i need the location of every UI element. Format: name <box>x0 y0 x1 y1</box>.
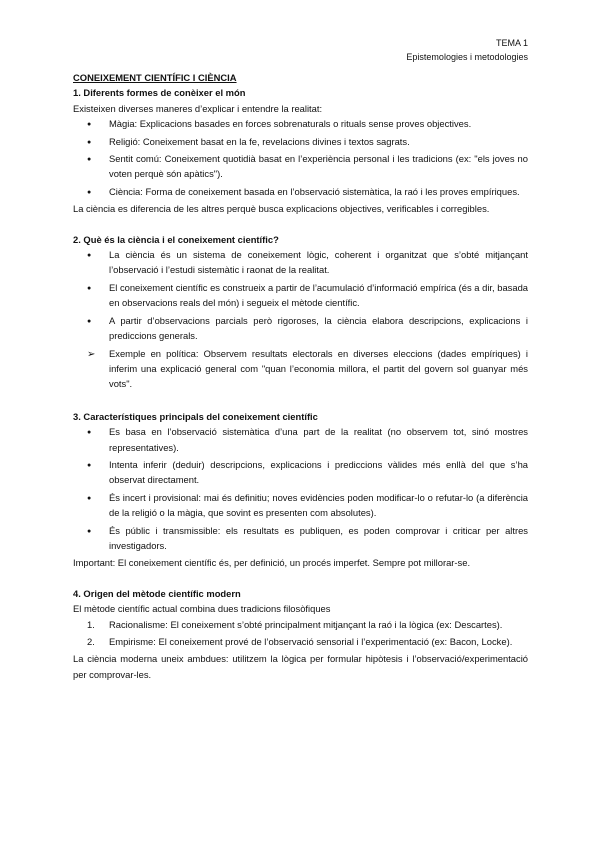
bullet-list <box>73 116 528 199</box>
arrow-bullet-icon <box>87 346 101 362</box>
list-item: 2. Empirisme: El coneixement prové de l’observació sensorial i l’experimentació (ex: Bacon, Locke). <box>73 634 528 649</box>
section-intro: El mètode científic actual combina dues tradicions filosòfiques <box>73 603 331 615</box>
section-heading: 4. Origen del mètode científic modern <box>73 587 241 599</box>
bullet-icon <box>87 457 101 474</box>
list-number: 2. <box>87 636 95 647</box>
list-item: ● Religió: Coneixement basat en la fe, revelacions divines i textos sagrats. <box>73 134 528 149</box>
bullet-icon <box>87 151 101 168</box>
list-item: ● A partir d’observacions parcials però rigoroses, la ciència elabora descripcions, explicacions i prediccions generals. <box>73 313 528 344</box>
list-item: ● Màgia: Explicacions basades en forces sobrenaturals o rituals sense proves objectives. <box>73 116 528 131</box>
example-item: ➢ Exemple en política: Observem resultats electorals en diverses eleccions (dades empíriques) i inferim una explicació general com "quan l’economia millora, el partit del govern sol guanyar més vots". <box>73 346 528 392</box>
bullet-list <box>73 424 528 553</box>
page-header <box>406 36 528 64</box>
section-2 <box>73 232 528 392</box>
list-item: ● El coneixement científic es construeix a partir de l’acumulació d’informació empírica (és a dir, basada en observacions reals del món) i segueix el mètode científic. <box>73 280 528 311</box>
numbered-list <box>73 617 528 650</box>
section-closing: Important: El coneixement científic és, per definició, un procés imperfet. Sempre pot millorar-se. <box>73 557 471 569</box>
list-item: ● La ciència és un sistema de coneixement lògic, coherent i organitzat que s’obté mitjançant l’observació i l’estudi sistemàtic i raonat de la realitat. <box>73 247 528 278</box>
list-item: ● És incert i provisional: mai és definitiu; noves evidències poden modificar-lo o refutar-lo (a diferència de la religió o la màgia, que sovint es presenten com absolutes). <box>73 490 528 521</box>
list-item: ● Sentit comú: Coneixement quotidià basat en l’experiència personal i les tradicions (ex: "els joves no voten perquè són apàtics"). <box>73 151 528 182</box>
section-heading: 1. Diferents formes de conèixer el món <box>73 87 246 99</box>
bullet-icon <box>87 134 101 151</box>
document-body <box>73 70 528 682</box>
list-item: ● Intenta inferir (deduir) descripcions, explicacions i prediccions vàlides més enllà del que s’ha observat directament. <box>73 457 528 488</box>
section-intro: Existeixen diverses maneres d’explicar i entendre la realitat: <box>73 102 323 114</box>
bullet-icon <box>87 490 101 507</box>
list-item: 1. Racionalisme: El coneixement s’obté principalment mitjançant la raó i la lògica (ex: Descartes). <box>73 617 528 632</box>
bullet-icon <box>87 280 101 297</box>
document-title: CONEIXEMENT CIENTÍFIC I CIÈNCIA <box>73 72 237 83</box>
section-3 <box>73 409 528 571</box>
bullet-icon <box>87 184 101 201</box>
list-number: 1. <box>87 618 95 630</box>
bullet-icon <box>87 313 101 330</box>
bullet-list <box>73 247 528 392</box>
list-item: ● És públic i transmissible: els resultats es publiquen, es poden comprovar i criticar per altres investigadors. <box>73 523 528 554</box>
list-item: ● Ciència: Forma de coneixement basada en l’observació sistemàtica, la raó i les proves empíriques. <box>73 184 528 199</box>
header-topic: TEMA 1 <box>495 38 528 48</box>
bullet-icon <box>87 247 101 264</box>
section-closing: La ciència es diferencia de les altres perquè busca explicacions objectives, verificables i corregibles. <box>73 203 490 215</box>
list-item: ● Es basa en l’observació sistemàtica d’una part de la realitat (no observem tot, sinó mostres representatives). <box>73 424 528 455</box>
section-4 <box>73 586 528 682</box>
header-subject: Epistemologies i metodologies <box>406 52 528 62</box>
section-heading: 2. Què és la ciència i el coneixement científic? <box>73 233 279 245</box>
section-1 <box>73 85 528 216</box>
bullet-icon <box>87 523 101 540</box>
section-closing: La ciència moderna uneix ambdues: utilitzem la lògica per formular hipòtesis i l’observació/experimentació per comprovar-les. <box>73 653 528 680</box>
bullet-icon <box>87 424 101 441</box>
section-heading: 3. Característiques principals del coneixement científic <box>73 410 318 422</box>
bullet-icon <box>87 116 101 133</box>
